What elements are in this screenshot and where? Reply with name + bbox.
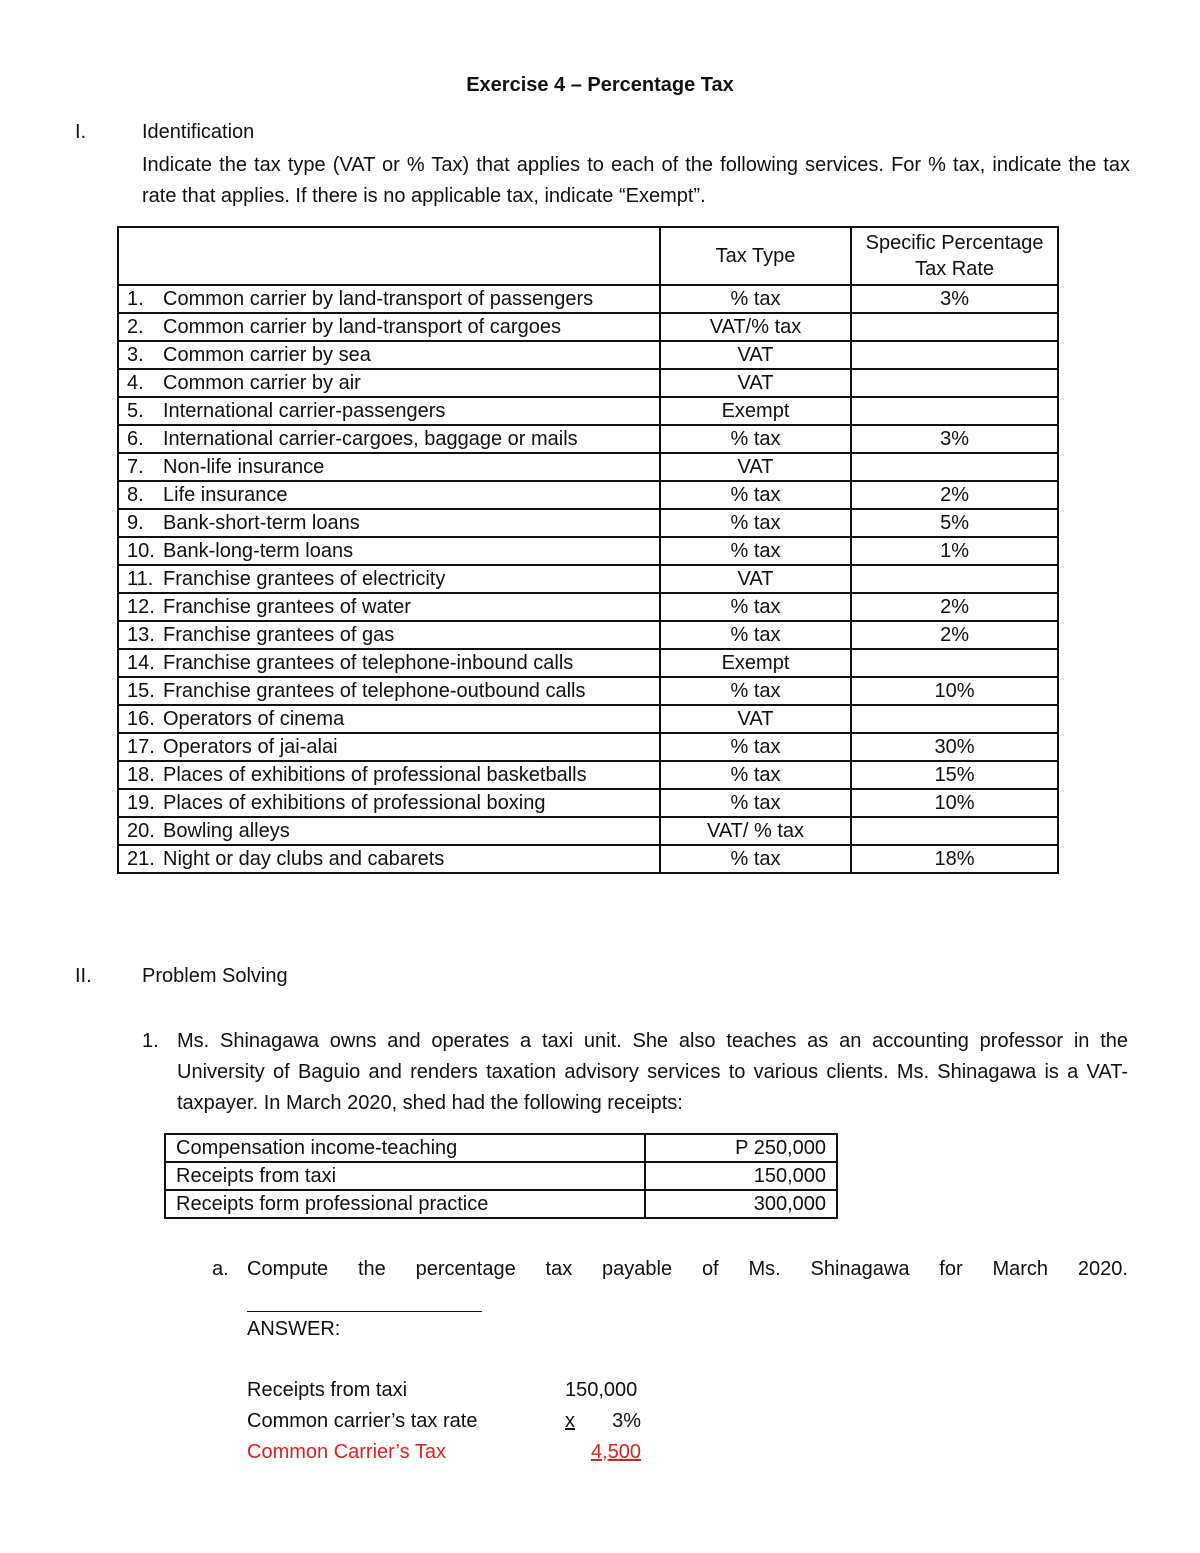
table-row: [118, 593, 1058, 621]
tax-rate-cell: [851, 565, 1058, 593]
service-name: Common carrier by air: [163, 372, 361, 394]
tax-rate-cell: [851, 313, 1058, 341]
tax-rate-cell: 3%: [851, 285, 1058, 313]
receipts-table: [164, 1133, 838, 1219]
tax-rate-cell: [851, 817, 1058, 845]
row-number: 4.: [127, 372, 144, 394]
table-row: [118, 397, 1058, 425]
row-number: 18.: [127, 764, 155, 786]
tax-type-cell: % tax: [660, 761, 851, 789]
service-cell: [118, 705, 660, 733]
service-name: Bank-long-term loans: [163, 540, 354, 562]
receipt-label: Receipts from taxi: [165, 1162, 645, 1190]
tax-type-cell: % tax: [660, 677, 851, 705]
row-number: 9.: [127, 512, 144, 534]
table-row: [118, 313, 1058, 341]
table-row: [118, 649, 1058, 677]
service-cell: [118, 425, 660, 453]
service-name: Common carrier by sea: [163, 344, 371, 366]
row-number: 17.: [127, 736, 155, 758]
tax-type-cell: % tax: [660, 845, 851, 873]
row-number: 21.: [127, 848, 155, 870]
calc-receipts-label: Receipts from taxi: [247, 1379, 408, 1401]
problem-number: 1.: [142, 1030, 159, 1052]
row-number: 2.: [127, 316, 144, 338]
service-cell: [118, 509, 660, 537]
sub-question-a: [212, 1254, 1128, 1285]
row-number: 14.: [127, 652, 155, 674]
receipt-amount: 300,000: [645, 1190, 837, 1218]
answer-label: ANSWER:: [247, 1318, 341, 1340]
header-tax-type: Tax Type: [660, 227, 851, 285]
calc-rate-label: Common carrier’s tax rate: [247, 1410, 478, 1432]
tax-type-cell: % tax: [660, 537, 851, 565]
row-number: 20.: [127, 820, 155, 842]
sub-question-text: [247, 1254, 1128, 1285]
service-name: Operators of cinema: [163, 708, 345, 730]
tax-rate-cell: 2%: [851, 593, 1058, 621]
service-name: Life insurance: [163, 484, 288, 506]
page-title: Exercise 4 – Percentage Tax: [466, 74, 734, 96]
sub-question-word: payable: [602, 1258, 673, 1280]
times-sign: x: [565, 1410, 575, 1432]
service-name: Operators of jai-alai: [163, 736, 338, 758]
tax-type-cell: % tax: [660, 733, 851, 761]
tax-rate-cell: 10%: [851, 789, 1058, 817]
header-tax-rate: Specific Percentage Tax Rate: [851, 227, 1058, 285]
sub-question-word: March: [992, 1258, 1049, 1280]
tax-type-cell: % tax: [660, 621, 851, 649]
tax-type-cell: % tax: [660, 425, 851, 453]
service-name: Bank-short-term loans: [163, 512, 360, 534]
service-name: Franchise grantees of telephone-outbound calls: [163, 680, 586, 702]
section-2-heading: Problem Solving: [142, 965, 288, 987]
section-1-heading: Identification: [142, 121, 255, 143]
service-cell: [118, 537, 660, 565]
sub-question-word: percentage: [415, 1258, 516, 1280]
table-row: [118, 453, 1058, 481]
service-cell: [118, 789, 660, 817]
tax-rate-cell: 2%: [851, 621, 1058, 649]
row-number: 13.: [127, 624, 155, 646]
tax-type-cell: Exempt: [660, 397, 851, 425]
table-row: [118, 789, 1058, 817]
table-row: [118, 481, 1058, 509]
sub-question-word: tax: [545, 1258, 573, 1280]
sub-question-word: Shinagawa: [810, 1258, 910, 1280]
tax-rate-cell: 10%: [851, 677, 1058, 705]
receipt-row: [165, 1162, 837, 1190]
tax-rate-cell: [851, 397, 1058, 425]
service-name: Night or day clubs and cabarets: [163, 848, 445, 870]
tax-rate-cell: 18%: [851, 845, 1058, 873]
tax-type-cell: % tax: [660, 285, 851, 313]
service-name: Places of exhibitions of professional basketballs: [163, 764, 587, 786]
sub-question-word: Compute: [247, 1258, 329, 1280]
row-number: 19.: [127, 792, 155, 814]
tax-type-cell: VAT: [660, 341, 851, 369]
service-name: International carrier-passengers: [163, 400, 446, 422]
sub-question-word: the: [357, 1258, 386, 1280]
service-cell: [118, 733, 660, 761]
tax-type-cell: VAT: [660, 565, 851, 593]
tax-rate-cell: [851, 705, 1058, 733]
sub-question-word: for: [939, 1258, 963, 1280]
receipt-row: [165, 1134, 837, 1162]
service-name: Franchise grantees of electricity: [163, 568, 446, 590]
table-header-row: [118, 227, 1058, 285]
service-name: Common carrier by land-transport of passengers: [163, 288, 594, 310]
tax-rate-cell: 3%: [851, 425, 1058, 453]
sub-question-word: of: [701, 1258, 719, 1280]
service-cell: [118, 453, 660, 481]
service-cell: [118, 481, 660, 509]
receipt-label: Compensation income-teaching: [165, 1134, 645, 1162]
row-number: 10.: [127, 540, 155, 562]
table-row: [118, 341, 1058, 369]
service-cell: [118, 593, 660, 621]
service-cell: [118, 397, 660, 425]
tax-rate-cell: 1%: [851, 537, 1058, 565]
service-cell: [118, 761, 660, 789]
sub-question-label: a.: [212, 1258, 229, 1280]
tax-rate-cell: 30%: [851, 733, 1058, 761]
calc-rate-value: [565, 1410, 641, 1433]
tax-type-cell: VAT/ % tax: [660, 817, 851, 845]
table-row: [118, 817, 1058, 845]
tax-type-cell: VAT: [660, 369, 851, 397]
tax-type-cell: % tax: [660, 593, 851, 621]
rate-percent: 3%: [612, 1410, 641, 1432]
receipt-amount: P 250,000: [645, 1134, 837, 1162]
table-row: [118, 621, 1058, 649]
table-row: [118, 845, 1058, 873]
tax-type-cell: % tax: [660, 789, 851, 817]
calc-tax-value: 4,500: [590, 1441, 641, 1463]
service-cell: [118, 341, 660, 369]
tax-rate-cell: [851, 341, 1058, 369]
row-number: 1.: [127, 288, 144, 310]
service-cell: [118, 677, 660, 705]
sub-question-word: 2020.: [1077, 1258, 1128, 1280]
receipt-row: [165, 1190, 837, 1218]
table-row: [118, 705, 1058, 733]
tax-rate-cell: [851, 649, 1058, 677]
table-row: [118, 509, 1058, 537]
row-number: 15.: [127, 680, 155, 702]
service-name: Bowling alleys: [163, 820, 290, 842]
calc-receipts-value: 150,000: [565, 1379, 638, 1401]
section-1-numeral: I.: [75, 121, 87, 143]
service-cell: [118, 313, 660, 341]
table-row: [118, 733, 1058, 761]
table-row: [118, 285, 1058, 313]
row-number: 3.: [127, 344, 144, 366]
tax-rate-cell: [851, 453, 1058, 481]
table-row: [118, 677, 1058, 705]
row-number: 7.: [127, 456, 144, 478]
service-name: Places of exhibitions of professional boxing: [163, 792, 546, 814]
tax-type-table: [117, 226, 1059, 874]
table-row: [118, 565, 1058, 593]
tax-type-cell: Exempt: [660, 649, 851, 677]
service-name: Franchise grantees of gas: [163, 624, 395, 646]
calc-tax-label: Common Carrier’s Tax: [247, 1441, 446, 1463]
service-name: Franchise grantees of telephone-inbound calls: [163, 652, 574, 674]
tax-type-cell: % tax: [660, 481, 851, 509]
service-cell: [118, 369, 660, 397]
tax-rate-cell: [851, 369, 1058, 397]
service-cell: [118, 817, 660, 845]
receipt-amount: 150,000: [645, 1162, 837, 1190]
answer-divider: [247, 1311, 482, 1312]
tax-rate-cell: 5%: [851, 509, 1058, 537]
header-service: [118, 227, 660, 285]
service-name: Common carrier by land-transport of cargoes: [163, 316, 561, 338]
problem-text: Ms. Shinagawa owns and operates a taxi unit. She also teaches as an accounting professor in the University of Baguio and renders taxation advisory services to various clients. Ms. Shinagawa is a VAT-taxpayer. In March 2020, shed had the following receipts:: [177, 1030, 1128, 1114]
section-2-numeral: II.: [75, 965, 92, 987]
row-number: 8.: [127, 484, 144, 506]
tax-type-cell: VAT/% tax: [660, 313, 851, 341]
service-name: International carrier-cargoes, baggage or mails: [163, 428, 578, 450]
receipt-label: Receipts form professional practice: [165, 1190, 645, 1218]
row-number: 11.: [127, 568, 154, 590]
table-row: [118, 761, 1058, 789]
problem-1: [142, 1026, 1128, 1119]
tax-type-cell: VAT: [660, 453, 851, 481]
tax-rate-cell: 2%: [851, 481, 1058, 509]
service-cell: [118, 285, 660, 313]
service-cell: [118, 845, 660, 873]
row-number: 12.: [127, 596, 155, 618]
table-row: [118, 369, 1058, 397]
table-row: [118, 425, 1058, 453]
service-cell: [118, 621, 660, 649]
row-number: 16.: [127, 708, 155, 730]
sub-question-word: Ms.: [748, 1258, 781, 1280]
row-number: 5.: [127, 400, 144, 422]
service-cell: [118, 565, 660, 593]
service-cell: [118, 649, 660, 677]
tax-type-cell: % tax: [660, 509, 851, 537]
tax-rate-cell: 15%: [851, 761, 1058, 789]
service-name: Non-life insurance: [163, 456, 325, 478]
section-1-instruction: Indicate the tax type (VAT or % Tax) that applies to each of the following services. For % tax, indicate the tax rate that applies. If there is no applicable tax, indicate “Exempt”.: [142, 154, 1130, 207]
table-row: [118, 537, 1058, 565]
service-name: Franchise grantees of water: [163, 596, 411, 618]
row-number: 6.: [127, 428, 144, 450]
tax-type-cell: VAT: [660, 705, 851, 733]
